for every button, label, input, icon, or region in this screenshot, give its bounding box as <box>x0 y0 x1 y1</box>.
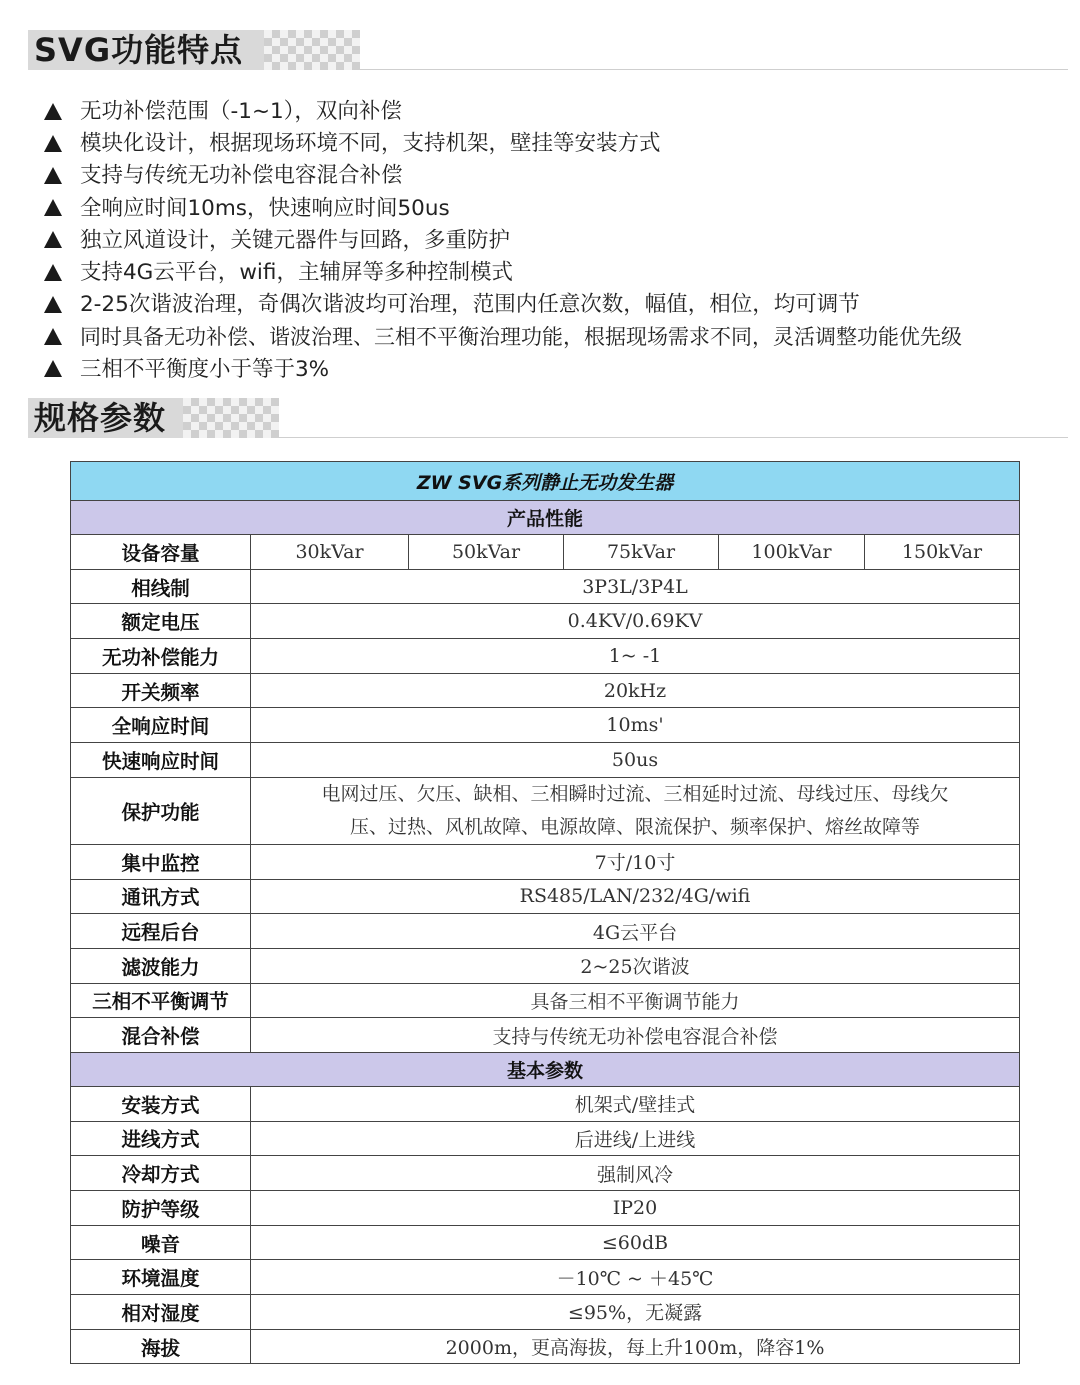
group-title-performance: 产品性能 <box>71 501 1020 535</box>
spec-table <box>70 461 1020 1364</box>
row-value: 机架式/壁挂式 <box>251 1086 1020 1121</box>
capacity-cell: 150kVar <box>865 535 1020 570</box>
header-checker-pattern <box>183 398 279 438</box>
header-rule <box>360 69 1068 70</box>
row-value: RS485/LAN/232/4G/wifi <box>251 879 1020 914</box>
row-value: －10℃ ~ ＋45℃ <box>251 1260 1020 1295</box>
row-label: 开关频率 <box>71 673 251 708</box>
row-value: 4G云平台 <box>251 914 1020 949</box>
triangle-bullet-icon <box>44 296 62 313</box>
feature-item: 同时具备无功补偿、谐波治理、三相不平衡治理功能，根据现场需求不同，灵活调整功能优先级 <box>44 321 1074 353</box>
triangle-bullet-icon <box>44 199 62 216</box>
header-rule <box>279 437 1068 438</box>
table-row <box>71 844 1020 879</box>
row-value: 2~25次谐波 <box>251 948 1020 983</box>
table-row <box>71 914 1020 949</box>
table-row <box>71 569 1020 604</box>
row-value: 支持与传统无功补偿电容混合补偿 <box>251 1018 1020 1053</box>
table-row <box>71 1018 1020 1053</box>
row-label: 冷却方式 <box>71 1156 251 1191</box>
section-title-specs: 规格参数 <box>34 399 167 437</box>
row-value: IP20 <box>251 1191 1020 1226</box>
row-label: 集中监控 <box>71 844 251 879</box>
table-row <box>71 777 1020 844</box>
feature-item: 无功补偿范围（-1~1），双向补偿 <box>44 96 1074 128</box>
table-row <box>71 1329 1020 1364</box>
row-label: 混合补偿 <box>71 1018 251 1053</box>
triangle-bullet-icon <box>44 103 62 120</box>
table-title: ZW SVG系列静止无功发生器 <box>71 462 1020 501</box>
table-row <box>71 708 1020 743</box>
triangle-bullet-icon <box>44 360 62 377</box>
row-value: 20kHz <box>251 673 1020 708</box>
table-row <box>71 1086 1020 1121</box>
triangle-bullet-icon <box>44 264 62 281</box>
group-row <box>71 1052 1020 1086</box>
row-label: 保护功能 <box>71 777 251 844</box>
table-row <box>71 983 1020 1018</box>
feature-item: 独立风道设计，关键元器件与回路，多重防护 <box>44 225 1074 257</box>
row-label: 滤波能力 <box>71 948 251 983</box>
row-label: 进线方式 <box>71 1121 251 1156</box>
row-value: 后进线/上进线 <box>251 1121 1020 1156</box>
row-value: 0.4KV/0.69KV <box>251 604 1020 639</box>
header-checker-pattern <box>264 30 360 70</box>
row-value: 10ms' <box>251 708 1020 743</box>
feature-item: 支持与传统无功补偿电容混合补偿 <box>44 160 1074 192</box>
capacity-cell: 30kVar <box>251 535 409 570</box>
section-header-features <box>28 30 1068 70</box>
row-value: 3P3L/3P4L <box>251 569 1020 604</box>
row-label: 快速响应时间 <box>71 743 251 778</box>
row-label: 额定电压 <box>71 604 251 639</box>
protection-line-1: 电网过压、欠压、缺相、三相瞬时过流、三相延时过流、母线过压、母线欠 <box>321 782 949 805</box>
table-row <box>71 743 1020 778</box>
capacity-cell: 100kVar <box>719 535 865 570</box>
row-label: 安装方式 <box>71 1086 251 1121</box>
feature-item: 三相不平衡度小于等于3% <box>44 354 1074 386</box>
feature-item: 模块化设计，根据现场环境不同，支持机架，壁挂等安装方式 <box>44 128 1074 160</box>
row-value: ≤95%，无凝露 <box>251 1295 1020 1330</box>
row-label: 海拔 <box>71 1329 251 1364</box>
row-value: 强制风冷 <box>251 1156 1020 1191</box>
row-label: 三相不平衡调节 <box>71 983 251 1018</box>
row-value: 50us <box>251 743 1020 778</box>
row-label: 噪音 <box>71 1225 251 1260</box>
row-value: 1~ -1 <box>251 639 1020 674</box>
table-row <box>71 639 1020 674</box>
row-label: 无功补偿能力 <box>71 639 251 674</box>
section-header-specs <box>28 398 1068 438</box>
row-value: ≤60dB <box>251 1225 1020 1260</box>
row-label: 防护等级 <box>71 1191 251 1226</box>
table-title-row <box>71 462 1020 501</box>
row-value: 具备三相不平衡调节能力 <box>251 983 1020 1018</box>
table-row <box>71 535 1020 570</box>
table-row <box>71 948 1020 983</box>
table-row <box>71 1191 1020 1226</box>
triangle-bullet-icon <box>44 231 62 248</box>
feature-item: 2-25次谐波治理，奇偶次谐波均可治理，范围内任意次数，幅值，相位，均可调节 <box>44 289 1074 321</box>
triangle-bullet-icon <box>44 328 62 345</box>
table-row <box>71 1295 1020 1330</box>
feature-item: 全响应时间10ms，快速响应时间50us <box>44 193 1074 225</box>
triangle-bullet-icon <box>44 135 62 152</box>
table-row <box>71 1260 1020 1295</box>
row-label: 通讯方式 <box>71 879 251 914</box>
table-row <box>71 1156 1020 1191</box>
row-value: 2000m，更高海拔，每上升100m，降容1% <box>251 1329 1020 1364</box>
table-row <box>71 604 1020 639</box>
row-value-multiline <box>251 777 1020 844</box>
table-row <box>71 673 1020 708</box>
table-row <box>71 1225 1020 1260</box>
table-row <box>71 879 1020 914</box>
table-row <box>71 1121 1020 1156</box>
feature-item: 支持4G云平台，wifi，主辅屏等多种控制模式 <box>44 257 1074 289</box>
row-value: 7寸/10寸 <box>251 844 1020 879</box>
section-title-features: SVG功能特点 <box>34 31 244 69</box>
group-row <box>71 501 1020 535</box>
row-label: 相线制 <box>71 569 251 604</box>
feature-list <box>44 96 1074 386</box>
row-label: 相对湿度 <box>71 1295 251 1330</box>
group-title-basic: 基本参数 <box>71 1052 1020 1086</box>
row-label: 设备容量 <box>71 535 251 570</box>
row-label: 全响应时间 <box>71 708 251 743</box>
row-label: 环境温度 <box>71 1260 251 1295</box>
capacity-cell: 50kVar <box>409 535 564 570</box>
capacity-cell: 75kVar <box>564 535 719 570</box>
protection-line-2: 压、过热、风机故障、电源故障、限流保护、频率保护、熔丝故障等 <box>349 815 920 838</box>
triangle-bullet-icon <box>44 167 62 184</box>
row-label: 远程后台 <box>71 914 251 949</box>
